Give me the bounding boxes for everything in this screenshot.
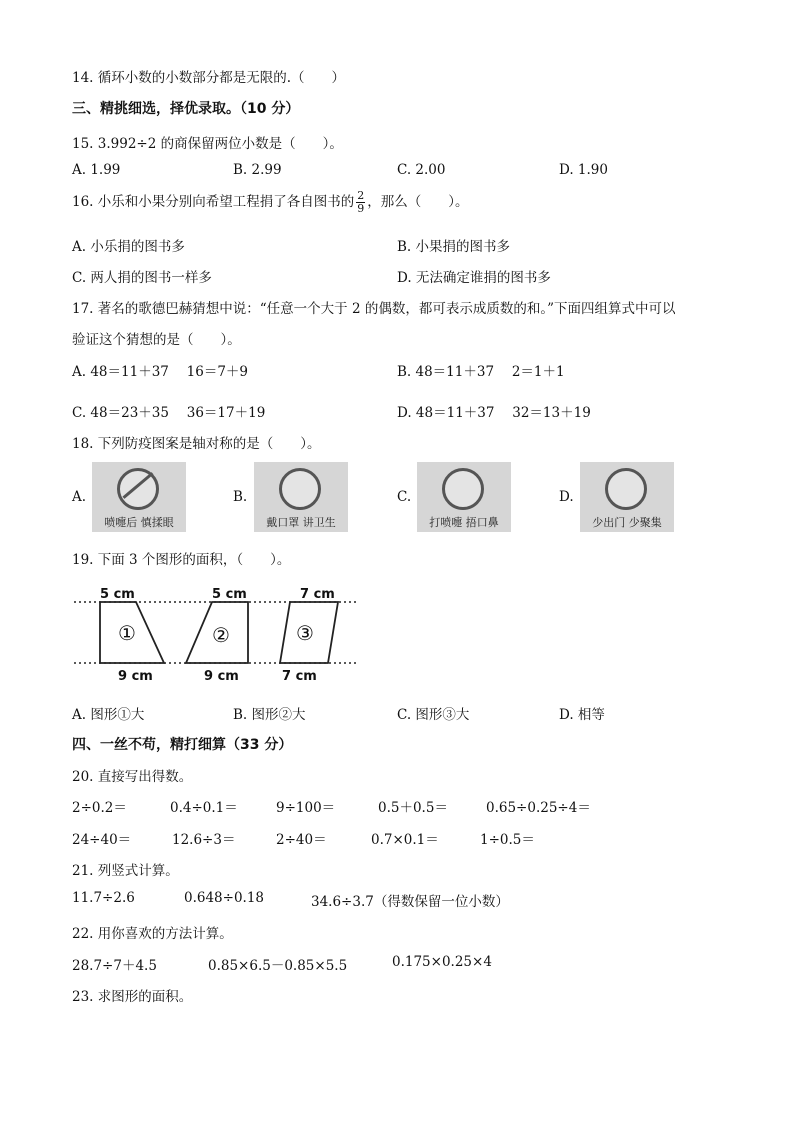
calc-item: 0.7×0.1＝ xyxy=(371,832,439,848)
question-18-stem: 18. 下列防疫图案是轴对称的是（ ）。 xyxy=(72,436,321,452)
shape-1-bottom-label: 9 cm xyxy=(118,669,153,684)
question-15-option-c: C. 2.00 xyxy=(397,162,446,178)
question-19-option-b: B. 图形②大 xyxy=(233,707,306,723)
shape-2-number: ② xyxy=(212,623,230,647)
shape-1-number: ① xyxy=(118,621,136,645)
free-method-calc-item: 28.7÷7＋4.5 xyxy=(72,958,157,974)
question-16-option-a: A. 小乐捐的图书多 xyxy=(72,239,185,255)
question-15-option-d: D. 1.90 xyxy=(559,162,608,178)
question-21-stem: 21. 列竖式计算。 xyxy=(72,863,179,879)
shape-3-number: ③ xyxy=(296,621,314,645)
question-15-stem: 15. 3.992÷2 的商保留两位小数是（ ）。 xyxy=(72,136,343,152)
question-18-label-c: C. xyxy=(397,489,412,505)
question-16-option-b: B. 小果捐的图书多 xyxy=(397,239,511,255)
epidemic-sign-b-image xyxy=(254,462,348,532)
question-15-option-b: B. 2.99 xyxy=(233,162,282,178)
question-19-option-d: D. 相等 xyxy=(559,707,605,723)
sign-b-caption: 戴口罩 讲卫生 xyxy=(266,516,336,529)
sign-d-caption: 少出门 少聚集 xyxy=(592,516,662,529)
epidemic-sign-d-image xyxy=(580,462,674,532)
question-20-stem: 20. 直接写出得数。 xyxy=(72,769,193,785)
question-22-stem: 22. 用你喜欢的方法计算。 xyxy=(72,926,233,942)
calc-item: 9÷100＝ xyxy=(276,800,336,816)
section-3-heading: 三、精挑细选，择优录取。（10 分） xyxy=(72,101,300,117)
question-18-label-a: A. xyxy=(72,489,87,505)
calc-item: 1÷0.5＝ xyxy=(480,832,535,848)
question-16-stem xyxy=(72,190,469,215)
epidemic-sign-a-image xyxy=(92,462,186,532)
calc-item: 0.4÷0.1＝ xyxy=(170,800,238,816)
question-17-stem-line-2: 验证这个猜想的是（ ）。 xyxy=(72,332,241,348)
question-16-stem-pre: 16. 小乐和小果分别向希望工程捐了各自图书的 xyxy=(72,194,355,210)
calc-item: 2÷0.2＝ xyxy=(72,800,127,816)
question-23-stem: 23. 求图形的面积。 xyxy=(72,989,193,1005)
question-17-stem-line-1: 17. 著名的歌德巴赫猜想中说：“任意一个大于 2 的偶数，都可表示成质数的和。”下面四组算式中可以 xyxy=(72,301,676,317)
vertical-calc-item: 34.6÷3.7（得数保留一位小数） xyxy=(311,894,509,910)
question-17-option-d: D. 48＝11＋37 32＝13＋19 xyxy=(397,405,591,421)
shape-3-top-label: 7 cm xyxy=(300,587,335,602)
sign-c-caption: 打喷嚏 捂口鼻 xyxy=(429,516,499,529)
question-18-label-d: D. xyxy=(559,489,574,505)
question-17-option-b: B. 48＝11＋37 2＝1＋1 xyxy=(397,364,565,380)
question-18-label-b: B. xyxy=(233,489,248,505)
shape-2-top-label: 5 cm xyxy=(212,587,247,602)
calc-item: 0.5＋0.5＝ xyxy=(378,800,448,816)
vertical-calc-item: 0.648÷0.18 xyxy=(184,890,265,906)
free-method-calc-item: 0.85×6.5－0.85×5.5 xyxy=(208,958,348,974)
mask-face-icon xyxy=(279,468,321,510)
question-17-option-c: C. 48＝23＋35 36＝17＋19 xyxy=(72,405,266,421)
shape-3-bottom-label: 7 cm xyxy=(282,669,317,684)
section-4-heading: 四、一丝不苟，精打细算（33 分） xyxy=(72,737,293,753)
vertical-calc-item: 11.7÷2.6 xyxy=(72,890,135,906)
sign-a-caption: 喷嚏后 慎揉眼 xyxy=(104,516,174,529)
calc-item: 12.6÷3＝ xyxy=(172,832,236,848)
cover-sneeze-icon xyxy=(442,468,484,510)
question-16-option-c: C. 两人捐的图书一样多 xyxy=(72,270,212,286)
question-14: 14. 循环小数的小数部分都是无限的.（ ） xyxy=(72,70,346,86)
no-gathering-icon xyxy=(605,468,647,510)
calc-item: 2÷40＝ xyxy=(276,832,327,848)
question-19-stem: 19. 下面 3 个图形的面积，（ ）。 xyxy=(72,552,291,568)
question-15-option-a: A. 1.99 xyxy=(72,162,121,178)
shape-2-bottom-label: 9 cm xyxy=(204,669,239,684)
free-method-calc-item: 0.175×0.25×4 xyxy=(392,954,492,970)
fraction-denominator: 9 xyxy=(357,202,365,215)
shape-1-top-label: 5 cm xyxy=(100,587,135,602)
question-19-option-a: A. 图形①大 xyxy=(72,707,145,723)
calc-item: 24÷40＝ xyxy=(72,832,132,848)
fraction-numerator: 2 xyxy=(357,189,365,202)
question-19-option-c: C. 图形③大 xyxy=(397,707,470,723)
question-17-option-a: A. 48＝11＋37 16＝7＋9 xyxy=(72,364,249,380)
fraction xyxy=(356,190,365,215)
question-16-stem-post: ，那么（ ）。 xyxy=(367,194,469,210)
epidemic-sign-c-image xyxy=(417,462,511,532)
question-16-option-d: D. 无法确定谁捐的图书多 xyxy=(397,270,551,286)
three-shapes-figure xyxy=(72,580,362,686)
calc-item: 0.65÷0.25÷4＝ xyxy=(486,800,591,816)
